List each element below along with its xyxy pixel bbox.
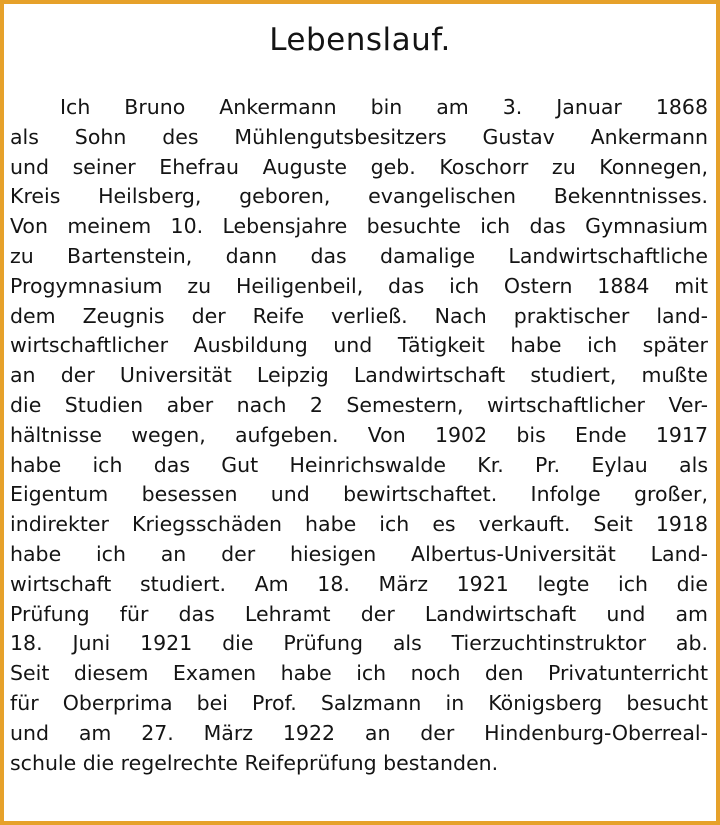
text-line: indirekter Kriegsschäden habe ich es verkauft. Seit 1918: [10, 512, 708, 537]
text-line: und seiner Ehefrau Auguste geb. Koschorr zu Konnegen,: [10, 154, 708, 179]
text-line: Von meinem 10. Lebensjahre besuchte ich das Gymnasium: [10, 214, 708, 239]
text-line: an der Universität Leipzig Landwirtschaft studiert, mußte: [10, 363, 708, 388]
text-line: Prüfung für das Lehramt der Landwirtschaft und am: [10, 601, 708, 626]
text-line: schule die regelrechte Reifeprüfung bestanden.: [10, 750, 499, 775]
text-line: Seit diesem Examen habe ich noch den Privatunterricht: [10, 661, 708, 686]
text-line: zu Bartenstein, dann das damalige Landwirtschaftliche: [10, 243, 708, 268]
document-title: Lebenslauf.: [269, 22, 451, 58]
text-line: hältnisse wegen, aufgeben. Von 1902 bis Ende 1917: [10, 422, 708, 447]
text-line: für Oberprima bei Prof. Salzmann in Königsberg besucht: [10, 690, 708, 715]
text-line: habe ich an der hiesigen Albertus-Universität Land-: [10, 541, 708, 566]
text-line: Progymnasium zu Heiligenbeil, das ich Ostern 1884 mit: [10, 273, 708, 298]
text-line: wirtschaft studiert. Am 18. März 1921 legte ich die: [10, 571, 708, 596]
text-line: Ich Bruno Ankermann bin am 3. Januar 1868: [60, 95, 708, 119]
document-body: [10, 93, 708, 778]
text-line: dem Zeugnis der Reife verließ. Nach praktischer land-: [10, 303, 708, 328]
text-line: Eigentum besessen und bewirtschaftet. Infolge großer,: [10, 482, 708, 507]
text-line: Kreis Heilsberg, geboren, evangelischen Bekenntnisses.: [10, 184, 708, 209]
text-line: als Sohn des Mühlengutsbesitzers Gustav Ankermann: [10, 124, 708, 149]
text-line: habe ich das Gut Heinrichswalde Kr. Pr. Eylau als: [10, 452, 708, 477]
text-line: 18. Juni 1921 die Prüfung als Tierzuchtinstruktor ab.: [10, 631, 708, 656]
text-line: die Studien aber nach 2 Semestern, wirtschaftlicher Ver-: [10, 392, 708, 417]
text-line: wirtschaftlicher Ausbildung und Tätigkeit habe ich später: [10, 333, 708, 358]
text-line: und am 27. März 1922 an der Hindenburg-Oberreal-: [10, 720, 708, 745]
